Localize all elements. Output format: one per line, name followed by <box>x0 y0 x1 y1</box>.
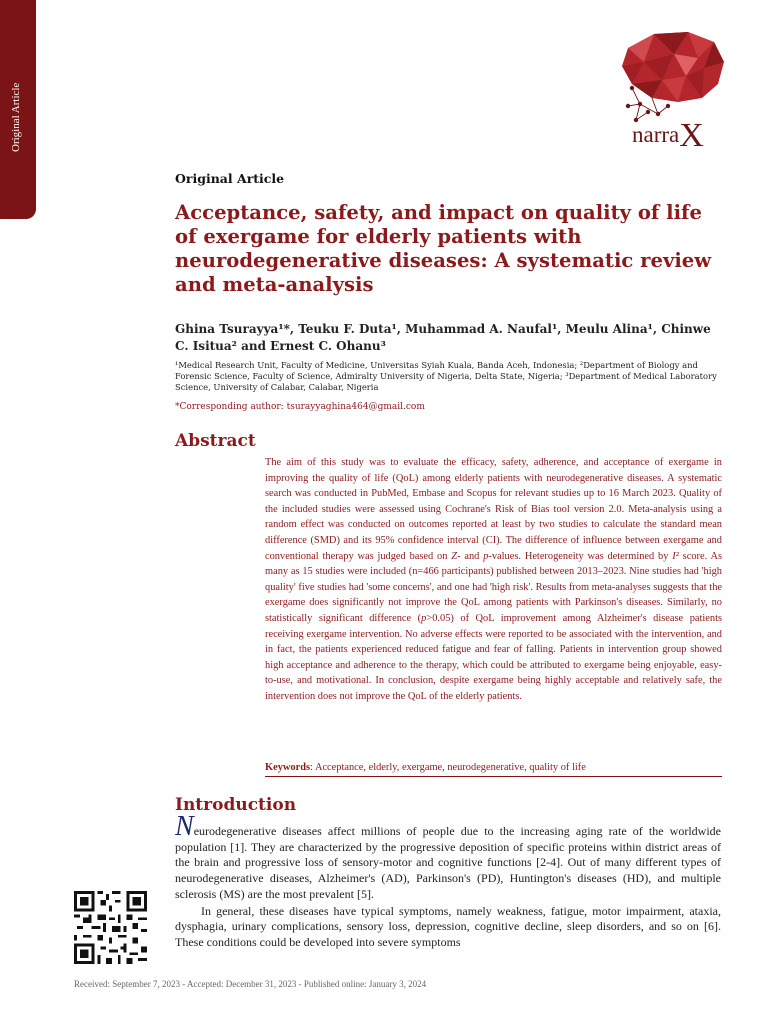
keywords <box>265 762 722 777</box>
side-tab <box>0 0 36 219</box>
introduction-heading: Introduction <box>175 795 297 815</box>
publication-dates: Received: September 7, 2023 - Accepted: December 31, 2023 - Published online: January 3, 2024 <box>74 979 427 989</box>
abstract-z: Z <box>451 550 458 562</box>
corresponding-author[interactable]: *Corresponding author: tsurayyaghina464@gmail.com <box>175 402 425 412</box>
author-list: Ghina Tsurayya¹*, Teuku F. Duta¹, Muhammad A. Naufal¹, Meulu Alina¹, Chinwe C. Isitua² and Ernest C. Ohanu³ <box>175 322 711 353</box>
abstract-text: - and <box>457 550 484 562</box>
abstract-heading: Abstract <box>175 431 256 451</box>
abstract-text: >0.05) of QoL improvement among Alzheimer's disease patients receiving exergame intervention. No adverse effects were reported to be associated with the intervention, and in fact, the patients experienced reduced fatigue and fear of falling. Patients in intervention group showed high acceptance and adherence to the therapy, which could be attributed to exergame being enjoyable, easy-to-use, and motivational. In conclusion, despite exergame being highly acceptable and relatively safe, the intervention does not improve the QoL of the elderly patients. <box>265 612 723 702</box>
intro-paragraph: eurodegenerative diseases affect millions of people due to the increasing aging rate of the worldwide population [1]. They are characterized by the progressive deposition of specific proteins within district areas of the brain and progressive loss of sensory-motor and cognitive functions [2-4]. Out of many different types of neurodegenerative diseases, Alzheimer's (AD), Parkinson's (PD), Huntington's diseases (HD), and multiple sclerosis (MS) are the most prevalent [5]. <box>175 824 721 901</box>
intro-paragraph: In general, these diseases have typical symptoms, namely weakness, fatigue, motor impairment, ataxia, dysphagia, urinary complications, sensory loss, depression, cognitive decline, sleep disorders, and so on [6]. These conditions could be developed into severe symptoms <box>175 903 721 949</box>
side-tab-label: Original Article <box>10 82 22 152</box>
keywords-label: Keywords <box>265 762 311 773</box>
abstract-p: p <box>483 550 489 562</box>
abstract-text: -values. Heterogeneity was determined by <box>488 550 673 562</box>
keywords-text: : Acceptance, elderly, exergame, neurodegenerative, quality of life <box>310 762 586 773</box>
abstract-body <box>265 455 722 705</box>
abstract-p-value: p <box>421 612 427 624</box>
brand-suffix: X <box>679 117 704 154</box>
article-type: Original Article <box>175 171 285 186</box>
article-title: Acceptance, safety, and impact on quality of life of exergame for elderly patients with neurodegenerative diseases: A systematic review and meta-analysis <box>175 201 712 296</box>
qr-code-icon[interactable] <box>74 891 147 964</box>
abstract-text: The aim of this study was to evaluate the efficacy, safety, adherence, and acceptance of exergame in improving the quality of life (QoL) among elderly patients with neurodegenerative diseases. A systematic search was conducted in PubMed, Embase and Scopus for relevant studies up to 16 March 2023. Quality of the included studies were assessed using Cochrane's Risk of Bias tool version 2.0. Meta-analysis using a random effect was conducted on outcomes reported at least by two studies to calculate the standard mean difference (SMD) and its 95% confidence interval (CI). The difference of influence between exergame and conventional therapy was judged based on <box>265 457 722 562</box>
abstract-i2: I² <box>672 550 679 562</box>
abstract-text: score. As many as 15 studies were included (n=466 participants) published between 2013–2023. Nine studies had 'high quality' five studies had 'some concerns', and one had 'high risk'. Results from meta-analyses suggests that the exergame does significantly not improve the QoL among patients with Parkinson's diseases. Similarly, no statistically significant difference ( <box>265 550 722 624</box>
introduction-body <box>175 811 721 951</box>
affiliations: ¹Medical Research Unit, Faculty of Medicine, Universitas Syiah Kuala, Banda Aceh, Indonesia; ²Department of Biology and Forensic Science, Faculty of Science, Admiralty University of Nigeria, Delta State, Nigeria; ³Department of Medical Laboratory Science, University of Calabar, Calabar, Nigeria <box>175 360 717 392</box>
brand-wordmark <box>632 113 704 154</box>
dropcap-letter: N <box>175 811 194 842</box>
brand-prefix: narra <box>632 122 680 147</box>
